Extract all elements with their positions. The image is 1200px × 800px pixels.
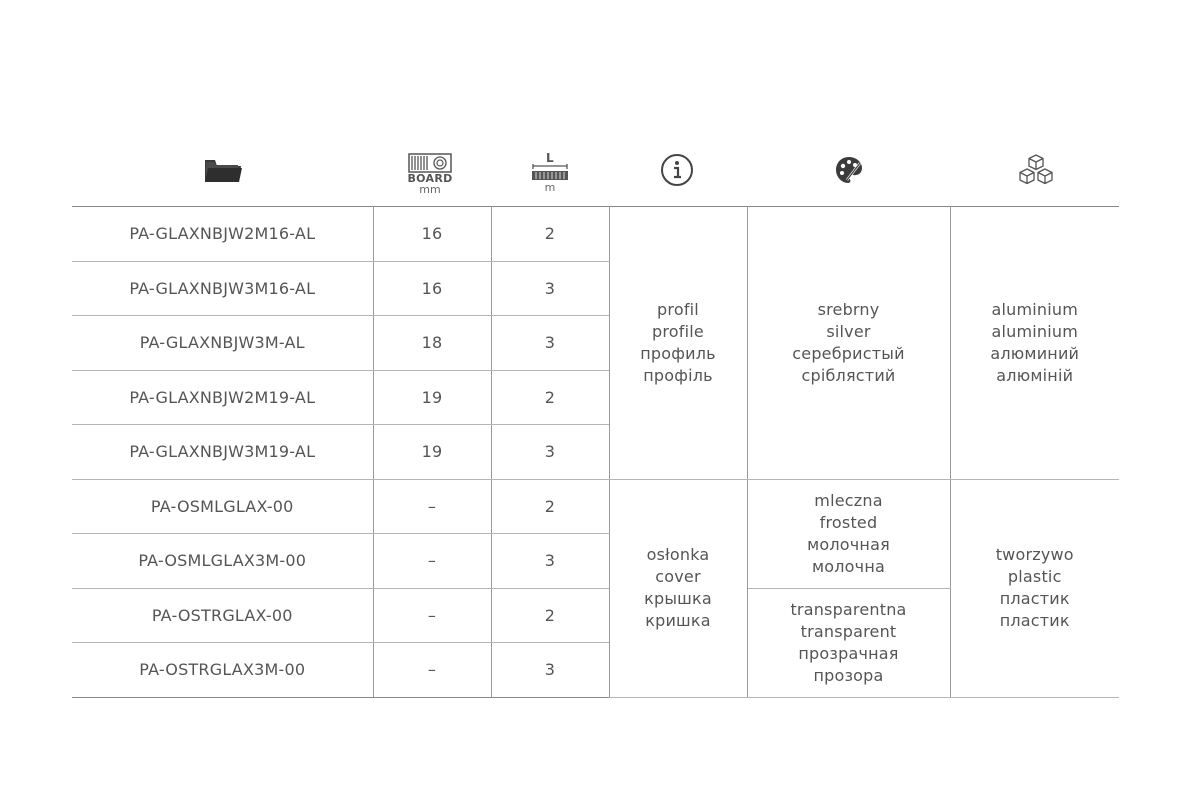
board-unit: mm [419, 183, 441, 196]
length-letter: L [546, 150, 554, 165]
product-table [72, 206, 1119, 698]
color-cell-transparent: transparentna transparent прозрачная прозора [747, 588, 950, 697]
code-cell: PA-OSTRGLAX3M-00 [72, 643, 373, 698]
code-cell: PA-GLAXNBJW3M-AL [72, 316, 373, 371]
length-cell: 2 [491, 370, 609, 425]
board-icon [408, 153, 452, 173]
color-cell-silver: srebrny silver серебристый сріблястий [747, 207, 950, 480]
length-unit: m [544, 180, 556, 194]
material-cubes-icon [1017, 153, 1055, 187]
length-cell: 2 [491, 588, 609, 643]
palette-icon [833, 154, 865, 186]
board-cell: – [373, 479, 491, 534]
board-cell: 18 [373, 316, 491, 371]
board-header [400, 144, 460, 204]
board-cell: 16 [373, 261, 491, 316]
code-cell: PA-GLAXNBJW3M16-AL [72, 261, 373, 316]
length-cell: 3 [491, 643, 609, 698]
length-cell: 3 [491, 534, 609, 589]
board-cell: – [373, 643, 491, 698]
code-cell: PA-GLAXNBJW3M19-AL [72, 425, 373, 480]
board-cell: – [373, 534, 491, 589]
info-cell-profile: profil profile профиль профіль [609, 207, 747, 480]
board-cell: 19 [373, 370, 491, 425]
code-cell: PA-OSMLGLAX3M-00 [72, 534, 373, 589]
material-cell-plastic: tworzywo plastic пластик пластик [950, 479, 1119, 697]
table-row [72, 479, 1119, 534]
color-cell-frosted: mleczna frosted молочная молочна [747, 479, 950, 588]
length-cell: 3 [491, 316, 609, 371]
length-cell: 2 [491, 479, 609, 534]
folder-header [198, 140, 248, 200]
material-header [1012, 140, 1060, 200]
board-cell: 19 [373, 425, 491, 480]
length-cell: 3 [491, 261, 609, 316]
code-cell: PA-OSMLGLAX-00 [72, 479, 373, 534]
folder-icon [203, 156, 243, 184]
length-cell: 2 [491, 207, 609, 262]
board-label: BOARD [407, 172, 453, 185]
code-cell: PA-GLAXNBJW2M16-AL [72, 207, 373, 262]
code-cell: PA-OSTRGLAX-00 [72, 588, 373, 643]
board-cell: 16 [373, 207, 491, 262]
info-cell-cover: osłonka cover крышка кришка [609, 479, 747, 697]
info-icon [660, 153, 694, 187]
info-header [654, 140, 700, 200]
length-cell: 3 [491, 425, 609, 480]
code-cell: PA-GLAXNBJW2M19-AL [72, 370, 373, 425]
palette-header [826, 140, 872, 200]
length-icon [530, 164, 570, 182]
material-cell-aluminium: aluminium aluminium алюминий алюміній [950, 207, 1119, 480]
board-cell: – [373, 588, 491, 643]
length-header [522, 142, 578, 202]
table-row [72, 207, 1119, 262]
